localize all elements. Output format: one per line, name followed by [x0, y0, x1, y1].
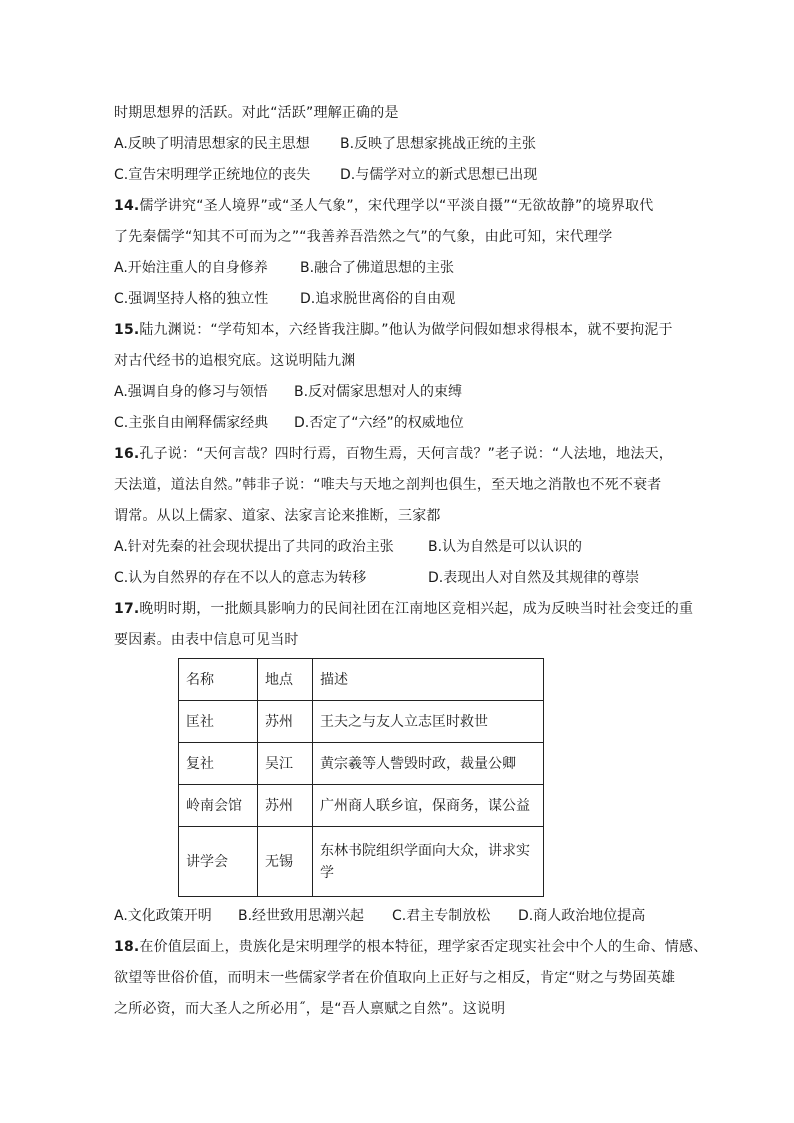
- q18-number: 18.: [114, 939, 140, 955]
- q17-number: 17.: [114, 601, 140, 617]
- q18-stem-text-1: 在价值层面上，贵族化是宋明理学的根本特征，理学家否定现实社会中个人的生命、情感、: [139, 939, 708, 955]
- table-cell: 黄宗羲等人訾毁时政，裁量公卿: [313, 743, 544, 785]
- q16-option-b: B.认为自然是可以认识的: [428, 539, 583, 555]
- q13-option-d: D.与儒学对立的新式思想已出现: [340, 167, 538, 183]
- q18-stem-line-2: 欲望等世俗价值，而明末一些儒家学者在价值取向上正好与之相反，肯定“财之与势固英雄: [114, 970, 676, 986]
- q17-option-d: D.商人政治地位提高: [518, 908, 646, 924]
- q15-stem-text-1: 陆九渊说：“学苟知本，六经皆我注脚。”他认为做学问假如想求得根本，就不要拘泥于: [139, 322, 673, 338]
- q16-option-c: C.认为自然界的存在不以人的意志为转移: [114, 570, 367, 586]
- q15-option-b: B.反对儒家思想对人的束缚: [294, 384, 463, 400]
- table-cell: 复社: [179, 743, 258, 785]
- table-row: [179, 827, 544, 897]
- table-row: [179, 743, 544, 785]
- q17-stem-line-2: 要因素。由表中信息可见当时: [114, 632, 299, 648]
- q13-option-a: A.反映了明清思想家的民主思想: [114, 136, 310, 152]
- table-header-row: [179, 659, 544, 701]
- table-row: [179, 785, 544, 827]
- table-cell: 岭南会馆: [179, 785, 258, 827]
- table-cell: 无锡: [258, 827, 313, 897]
- q15-stem-line-1: [114, 320, 673, 340]
- q17-option-a: A.文化政策开明: [114, 908, 212, 924]
- q15-stem-line-2: 对古代经书的追根究底。这说明陆九渊: [114, 353, 356, 369]
- q15-option-d: D.否定了“六经”的权威地位: [294, 415, 464, 431]
- table-cell: 匡社: [179, 701, 258, 743]
- table-cell: 吴江: [258, 743, 313, 785]
- q14-option-d: D.追求脱世离俗的自由观: [300, 291, 456, 307]
- q14-number: 14.: [114, 198, 140, 214]
- table-cell: 讲学会: [179, 827, 258, 897]
- q16-stem-text-1: 孔子说：“天何言哉？四时行焉，百物生焉，天何言哉？”老子说：“人法地，地法天，: [139, 446, 673, 462]
- q16-number: 16.: [114, 446, 140, 462]
- q14-option-c: C.强调坚持人格的独立性: [114, 291, 269, 307]
- q16-stem-line-3: 谓常。从以上儒家、道家、法家言论来推断，三家都: [114, 508, 441, 524]
- table-cell: 东林书院组织学面向大众，讲求实学: [313, 827, 544, 897]
- q18-stem-line-3: 之所必资，而大圣人之所必用˝，是“吾人禀赋之自然”。这说明: [114, 1001, 506, 1017]
- q15-option-c: C.主张自由阐释儒家经典: [114, 415, 269, 431]
- q15-option-a: A.强调自身的修习与领悟: [114, 384, 268, 400]
- q13-stem-continuation: 时期思想界的活跃。对此“活跃”理解正确的是: [114, 105, 399, 121]
- q17-stem-line-1: [114, 599, 693, 619]
- q17-option-b: B.经世致用思潮兴起: [238, 908, 365, 924]
- table-header-cell: 名称: [179, 659, 258, 701]
- q16-stem-line-2: 天法道，道法自然。”韩非子说：“唯夫与天地之剖判也俱生，至天地之消散也不死不衰者: [114, 477, 662, 493]
- society-table: [178, 658, 544, 897]
- q16-option-d: D.表现出人对自然及其规律的尊崇: [428, 570, 640, 586]
- table-header-cell: 描述: [313, 659, 544, 701]
- q13-option-b: B.反映了思想家挑战正统的主张: [340, 136, 537, 152]
- table-header-cell: 地点: [258, 659, 313, 701]
- q14-option-a: A.开始注重人的自身修养: [114, 260, 268, 276]
- table-cell: 苏州: [258, 785, 313, 827]
- table-cell: 苏州: [258, 701, 313, 743]
- q14-stem-line-1: [114, 196, 653, 216]
- table-row: [179, 701, 544, 743]
- q14-stem-line-2: 了先秦儒学“知其不可而为之”“我善养吾浩然之气”的气象，由此可知，宋代理学: [114, 229, 613, 245]
- table-cell: 广州商人联乡谊，保商务，谋公益: [313, 785, 544, 827]
- q17-stem-text-1: 晚明时期，一批颇具影响力的民间社团在江南地区竞相兴起，成为反映当时社会变迁的重: [139, 601, 694, 617]
- q14-option-b: B.融合了佛道思想的主张: [300, 260, 455, 276]
- q18-stem-line-1: [114, 937, 707, 957]
- q14-stem-text-1: 儒学讲究“圣人境界”或“圣人气象”，宋代理学以“平淡自摄”“无欲故静”的境界取代: [139, 198, 654, 214]
- q16-option-a: A.针对先秦的社会现状提出了共同的政治主张: [114, 539, 394, 555]
- q17-option-c: C.君主专制放松: [392, 908, 491, 924]
- q16-stem-line-1: [114, 444, 673, 464]
- q13-option-c: C.宣告宋明理学正统地位的丧失: [114, 167, 311, 183]
- table-cell: 王夫之与友人立志匡时救世: [313, 701, 544, 743]
- q15-number: 15.: [114, 322, 140, 338]
